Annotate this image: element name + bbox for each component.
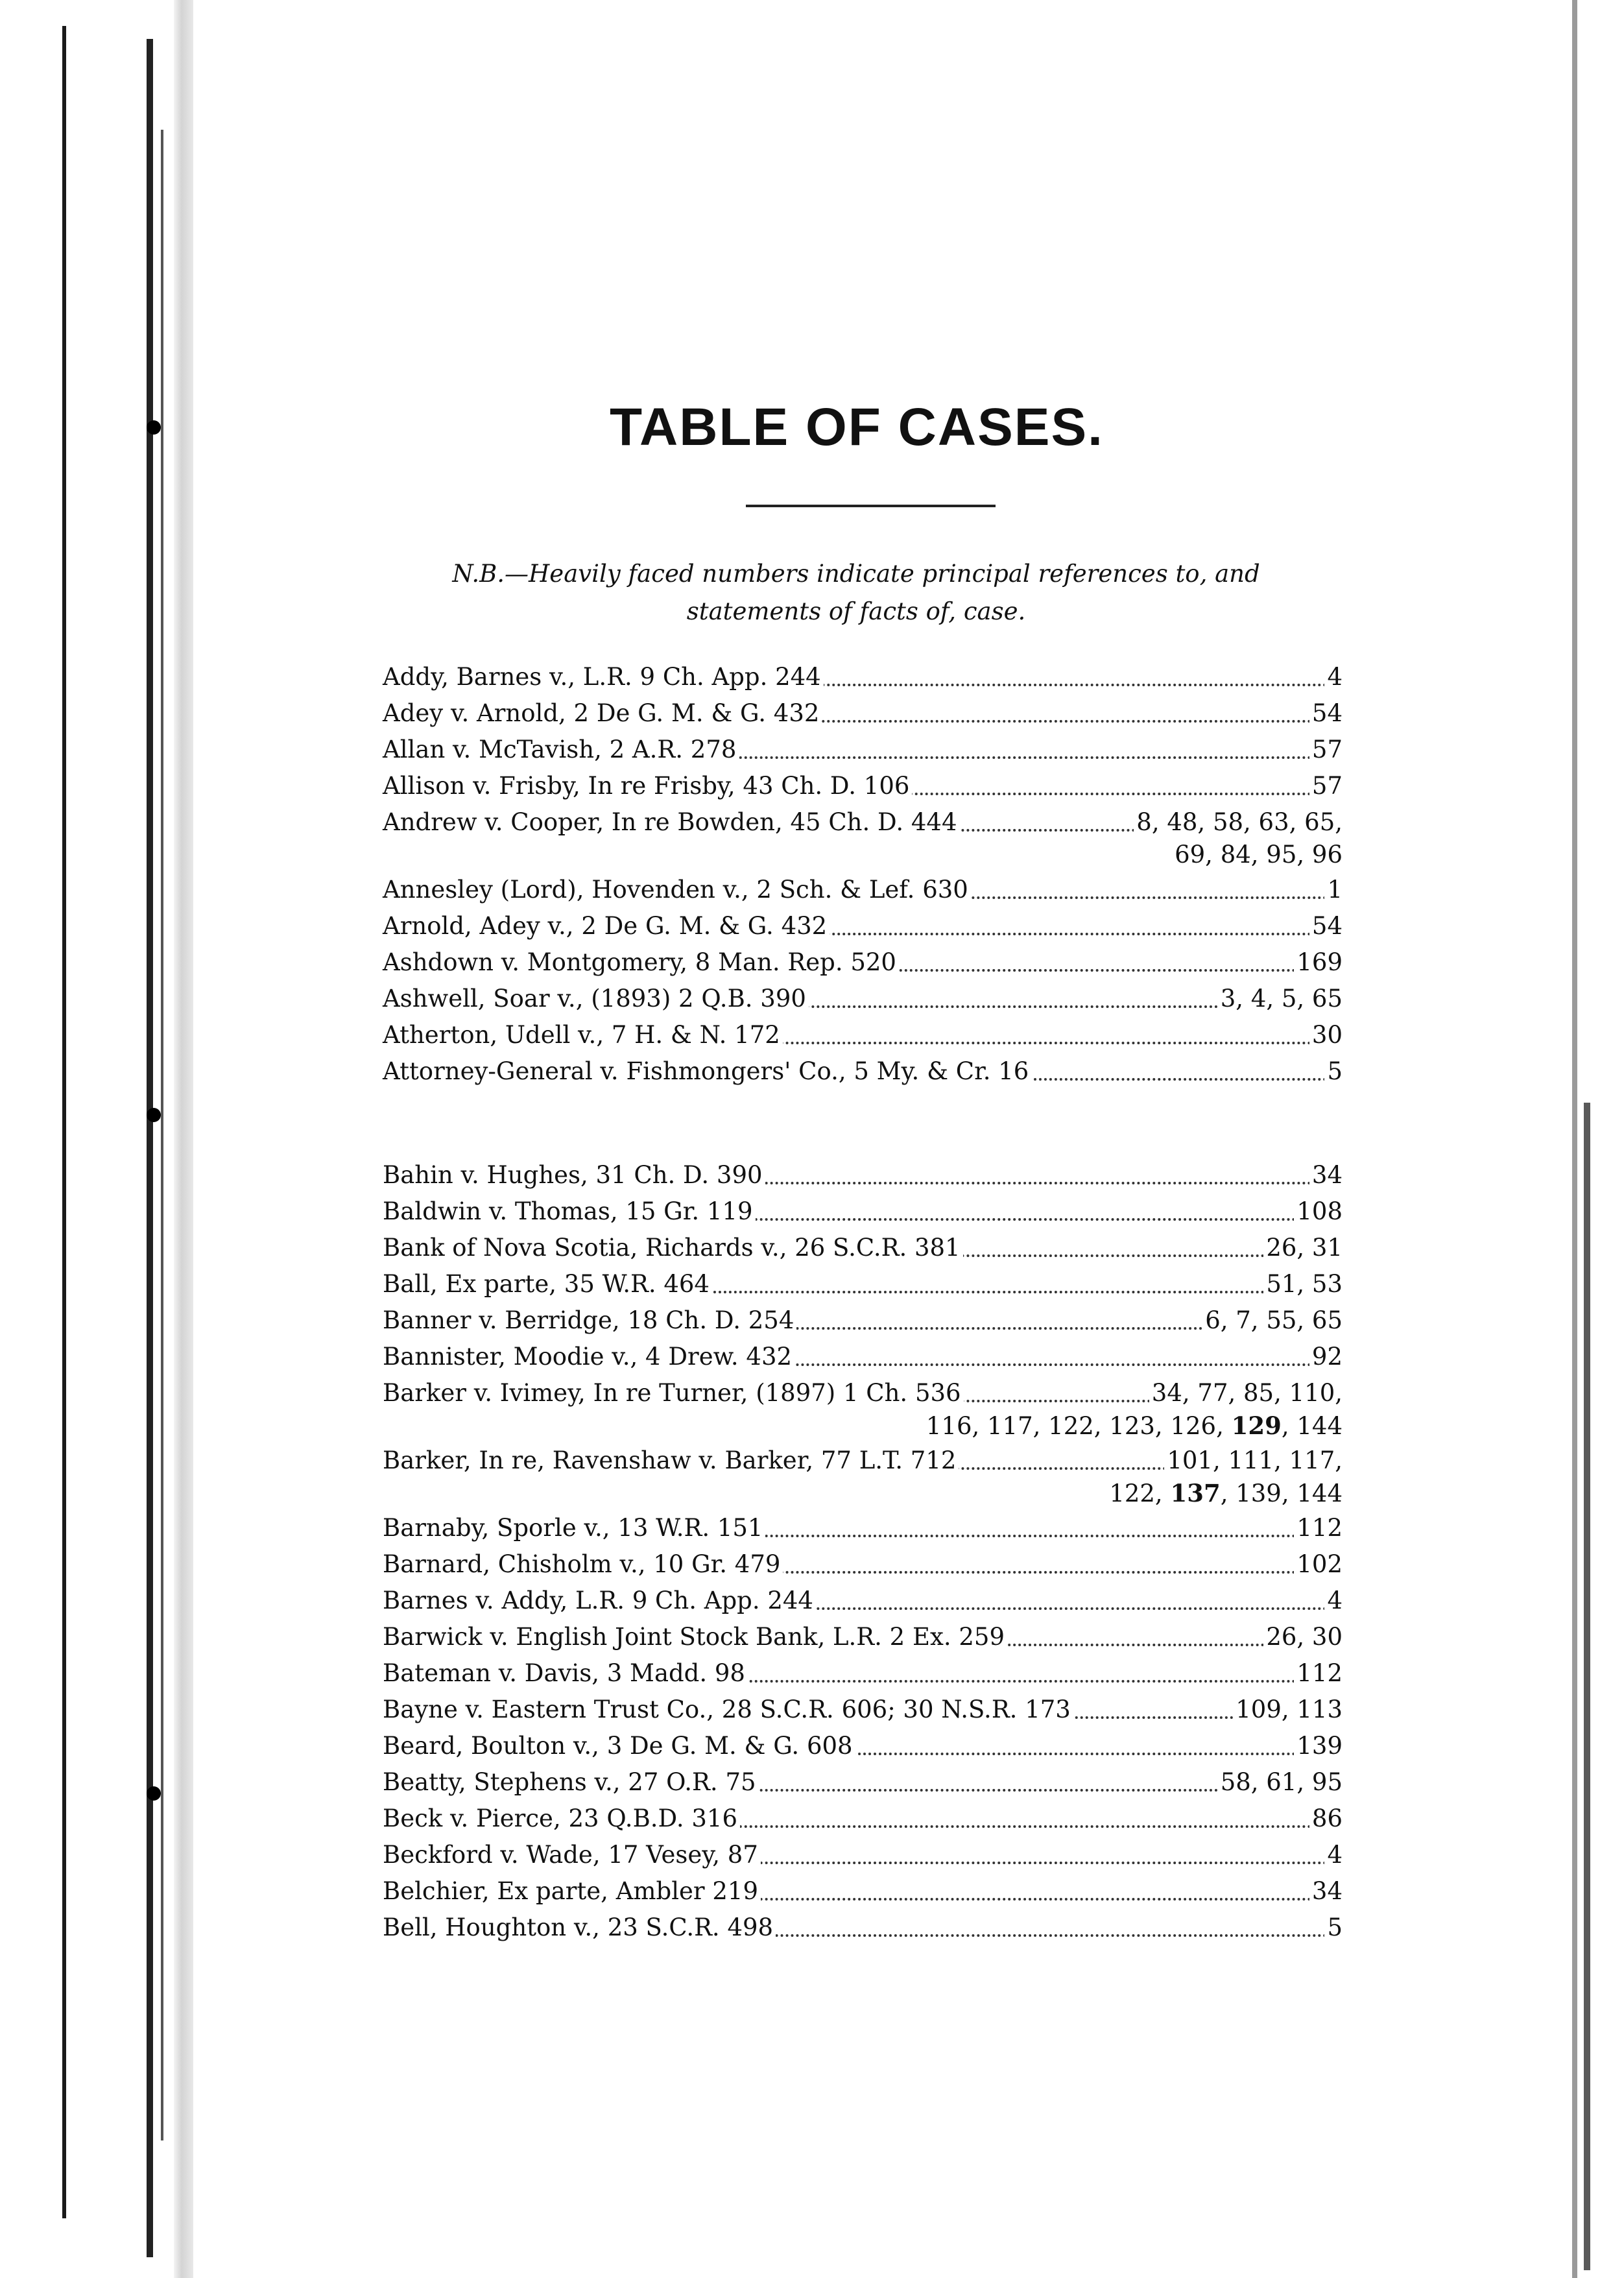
page-edge: [1572, 0, 1577, 2278]
table-row: [383, 944, 1343, 981]
binding-line: [161, 130, 163, 2140]
case-name: Beck v. Pierce, 23 Q.B.D. 316: [383, 1801, 740, 1837]
table-row: [383, 1910, 1343, 1946]
page-refs: 4: [1324, 1837, 1343, 1873]
table-row: [383, 1728, 1343, 1764]
case-name: Allan v. McTavish, 2 A.R. 278: [383, 732, 739, 768]
case-name: Barnard, Chisholm v., 10 Gr. 479: [383, 1546, 783, 1583]
binding-stitch: [147, 420, 161, 435]
page-refs: 30: [1309, 1017, 1343, 1053]
table-row: [383, 659, 1343, 695]
table-row-continuation: [383, 1479, 1343, 1510]
page-refs: 51, 53: [1263, 1266, 1343, 1302]
principal-reference: 137: [1170, 1479, 1221, 1507]
case-name: Bahin v. Hughes, 31 Ch. D. 390: [383, 1157, 765, 1193]
binding-stitch: [147, 1786, 161, 1801]
table-row: [383, 1375, 1343, 1411]
page-refs-part: 122,: [1109, 1480, 1171, 1507]
page-refs: 8, 48, 58, 63, 65,: [1134, 804, 1343, 841]
case-name: Addy, Barnes v., L.R. 9 Ch. App. 244: [383, 659, 824, 695]
page-refs-part: , 139, 144: [1220, 1480, 1343, 1507]
table-row: [383, 1053, 1343, 1090]
binding-line: [147, 39, 153, 2257]
case-table: [383, 659, 1343, 1946]
scan-margin: [0, 0, 188, 2278]
case-name: Bank of Nova Scotia, Richards v., 26 S.C.R. 381: [383, 1230, 963, 1266]
page-refs: 69, 84, 95, 96: [1175, 841, 1343, 869]
page-refs: 26, 30: [1263, 1619, 1343, 1655]
page-refs: 57: [1309, 768, 1343, 804]
case-name: Barker v. Ivimey, In re Turner, (1897) 1 Ch. 536: [383, 1375, 964, 1411]
table-row: [383, 1510, 1343, 1546]
table-row: [383, 1230, 1343, 1266]
table-row: [383, 1692, 1343, 1728]
page-refs: 6, 7, 55, 65: [1202, 1302, 1343, 1339]
page-refs: 139: [1294, 1728, 1343, 1764]
page-refs: 57: [1309, 732, 1343, 768]
page-refs: 102: [1294, 1546, 1343, 1583]
page-gutter: [174, 0, 193, 2278]
table-row: [383, 1837, 1343, 1873]
page-refs: 5: [1324, 1053, 1343, 1090]
table-row: [383, 1655, 1343, 1692]
case-name: Barwick v. English Joint Stock Bank, L.R. 2 Ex. 259: [383, 1619, 1007, 1655]
table-row: [383, 695, 1343, 732]
page-refs: 1: [1324, 872, 1343, 908]
case-name: Arnold, Adey v., 2 De G. M. & G. 432: [383, 908, 830, 944]
principal-reference: 129: [1231, 1411, 1282, 1440]
page-refs: 101, 111, 117,: [1164, 1443, 1343, 1479]
page-refs: 34: [1309, 1873, 1343, 1910]
page-refs: 86: [1309, 1801, 1343, 1837]
table-row: [383, 1801, 1343, 1837]
table-row: [383, 1619, 1343, 1655]
case-name: Beard, Boulton v., 3 De G. M. & G. 608: [383, 1728, 855, 1764]
table-row: [383, 1873, 1343, 1910]
page-refs: 169: [1294, 944, 1343, 981]
table-row: [383, 1157, 1343, 1193]
section-b: [383, 1157, 1343, 1946]
table-row: [383, 1443, 1343, 1479]
case-name: Bateman v. Davis, 3 Madd. 98: [383, 1655, 748, 1692]
table-row: [383, 981, 1343, 1017]
page-title: TABLE OF CASES.: [610, 398, 1104, 457]
case-name: Barnes v. Addy, L.R. 9 Ch. App. 244: [383, 1583, 816, 1619]
table-row: [383, 732, 1343, 768]
case-name: Bell, Houghton v., 23 S.C.R. 498: [383, 1910, 776, 1946]
table-row: [383, 804, 1343, 841]
case-name: Beckford v. Wade, 17 Vesey, 87: [383, 1837, 761, 1873]
case-name: Ashdown v. Montgomery, 8 Man. Rep. 520: [383, 944, 899, 981]
table-row-continuation: [383, 841, 1343, 872]
page-refs-part: , 144: [1281, 1412, 1343, 1440]
note: N.B.—Heavily faced numbers indicate principal references to, and statements of facts of, case.: [452, 560, 1260, 625]
binding-line: [62, 26, 66, 2218]
page-refs: 58, 61, 95: [1218, 1764, 1343, 1801]
case-name: Barker, In re, Ravenshaw v. Barker, 77 L.T. 712: [383, 1443, 959, 1479]
page-refs: [1109, 1475, 1343, 1512]
page-refs: 109, 113: [1233, 1692, 1343, 1728]
table-row: [383, 1764, 1343, 1801]
case-name: Belchier, Ex parte, Ambler 219: [383, 1873, 761, 1910]
table-row-continuation: [383, 1411, 1343, 1443]
case-name: Adey v. Arnold, 2 De G. M. & G. 432: [383, 695, 822, 732]
page-refs: 92: [1309, 1339, 1343, 1375]
case-name: Atherton, Udell v., 7 H. & N. 172: [383, 1017, 783, 1053]
table-row: [383, 1546, 1343, 1583]
table-row: [383, 1193, 1343, 1230]
case-name: Banner v. Berridge, 18 Ch. D. 254: [383, 1302, 796, 1339]
page-refs: 34, 77, 85, 110,: [1149, 1375, 1343, 1411]
case-name: Bayne v. Eastern Trust Co., 28 S.C.R. 606; 30 N.S.R. 173: [383, 1692, 1073, 1728]
table-row: [383, 1339, 1343, 1375]
table-row: [383, 1583, 1343, 1619]
table-row: [383, 872, 1343, 908]
case-name: Andrew v. Cooper, In re Bowden, 45 Ch. D. 444: [383, 804, 960, 841]
case-name: Annesley (Lord), Hovenden v., 2 Sch. & Lef. 630: [383, 872, 971, 908]
binding-stitch: [147, 1108, 161, 1122]
page-refs: 54: [1309, 695, 1343, 732]
page-refs: 108: [1294, 1193, 1343, 1230]
page-refs: 4: [1324, 1583, 1343, 1619]
table-row: [383, 1017, 1343, 1053]
page-refs: [926, 1408, 1343, 1445]
page-refs: 112: [1294, 1655, 1343, 1692]
case-name: Beatty, Stephens v., 27 O.R. 75: [383, 1764, 759, 1801]
page-refs: 26, 31: [1263, 1230, 1343, 1266]
title-rule: [746, 505, 996, 507]
case-name: Attorney-General v. Fishmongers' Co., 5 My. & Cr. 16: [383, 1053, 1031, 1090]
page-refs: 3, 4, 5, 65: [1218, 981, 1343, 1017]
case-name: Bannister, Moodie v., 4 Drew. 432: [383, 1339, 794, 1375]
section-gap: [383, 1090, 1343, 1157]
table-row: [383, 768, 1343, 804]
table-row: [383, 1266, 1343, 1302]
page-refs: 34: [1309, 1157, 1343, 1193]
page-refs: 54: [1309, 908, 1343, 944]
case-name: Ashwell, Soar v., (1893) 2 Q.B. 390: [383, 981, 809, 1017]
table-row: [383, 908, 1343, 944]
section-a: [383, 659, 1343, 1090]
page-refs-part: 116, 117, 122, 123, 126,: [925, 1412, 1232, 1440]
case-name: Allison v. Frisby, In re Frisby, 43 Ch. D. 106: [383, 768, 912, 804]
case-name: Barnaby, Sporle v., 13 W.R. 151: [383, 1510, 765, 1546]
page-refs: 4: [1324, 659, 1343, 695]
case-name: Baldwin v. Thomas, 15 Gr. 119: [383, 1193, 756, 1230]
page-refs: 112: [1294, 1510, 1343, 1546]
page-refs: 5: [1324, 1910, 1343, 1946]
table-row: [383, 1302, 1343, 1339]
page-edge: [1584, 1103, 1590, 2270]
case-name: Ball, Ex parte, 35 W.R. 464: [383, 1266, 712, 1302]
